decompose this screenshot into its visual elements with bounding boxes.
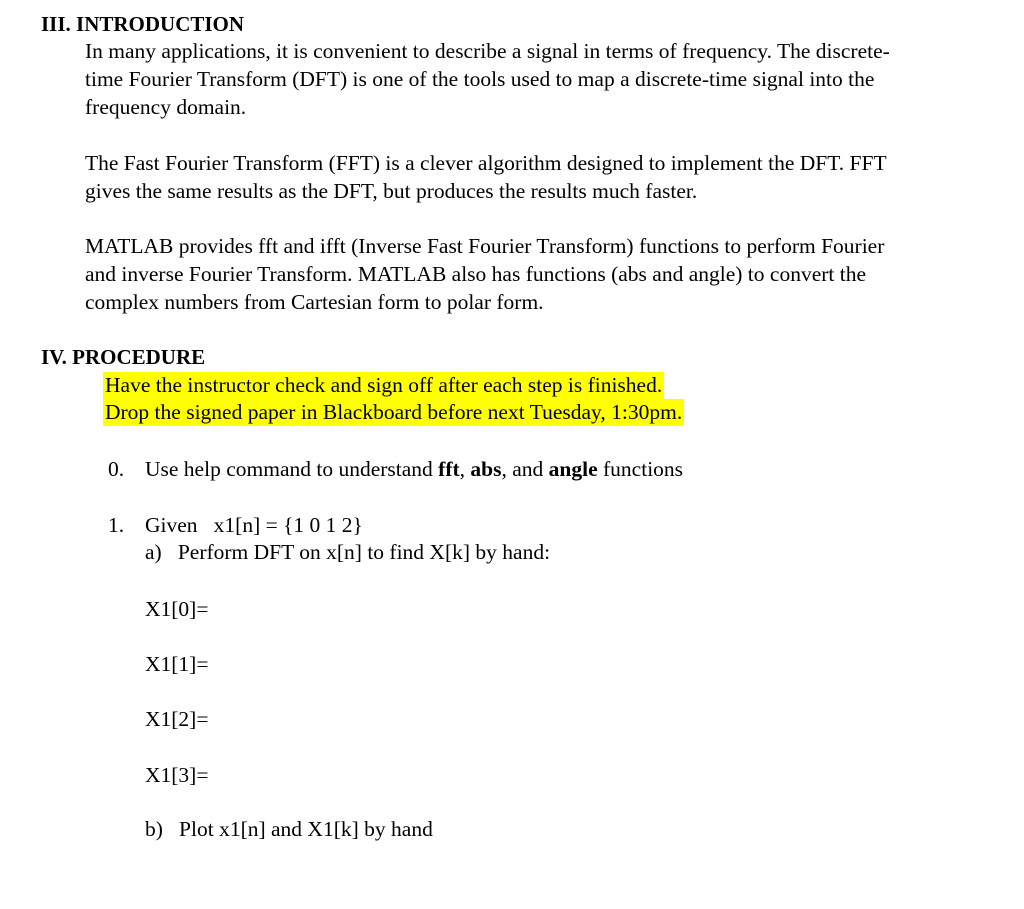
intro-p3-line-3: complex numbers from Cartesian form to polar form. — [85, 290, 544, 314]
step-1-given: Given x1[n] = {1 0 1 2} — [145, 513, 363, 537]
highlight-text-1: Have the instructor check and sign off after each step is finished. — [105, 373, 663, 397]
x1-2-label: X1[2]= — [145, 707, 209, 731]
x1-3-label: X1[3]= — [145, 763, 209, 787]
x1-0-label: X1[0]= — [145, 597, 209, 621]
step-0-sep-1: , — [459, 457, 471, 481]
step-0-text — [145, 455, 683, 483]
intro-p3-line-1: MATLAB provides fft and ifft (Inverse Fast Fourier Transform) functions to perform Fourier — [85, 234, 885, 258]
intro-p1-line-3: frequency domain. — [85, 95, 247, 119]
step-0-pre: Use help command to understand — [145, 457, 439, 481]
keyword-angle: angle — [548, 457, 598, 481]
highlight-text-2: Drop the signed paper in Blackboard before next Tuesday, 1:30pm. — [105, 400, 683, 424]
intro-paragraph-3 — [85, 232, 1005, 316]
intro-p1-line-1: In many applications, it is convenient to describe a signal in terms of frequency. The discrete- — [85, 39, 890, 63]
procedure-heading: IV. PROCEDURE — [41, 345, 206, 369]
intro-p3-line-2: and inverse Fourier Transform. MATLAB also has functions (abs and angle) to convert the — [85, 262, 867, 286]
intro-p2-line-2: gives the same results as the DFT, but produces the results much faster. — [85, 179, 698, 203]
keyword-fft: fft — [438, 457, 460, 481]
intro-p2-line-1: The Fast Fourier Transform (FFT) is a clever algorithm designed to implement the DFT. FFT — [85, 151, 887, 175]
step-0-sep-2: , and — [501, 457, 549, 481]
step-1b-text: b) Plot x1[n] and X1[k] by hand — [145, 817, 433, 841]
x1-1-label: X1[1]= — [145, 652, 209, 676]
highlight-note-1 — [103, 371, 664, 399]
intro-p1-line-2: time Fourier Transform (DFT) is one of the tools used to map a discrete-time signal into the — [85, 67, 875, 91]
step-0-number: 0. — [108, 457, 125, 481]
step-0-post: functions — [597, 457, 684, 481]
intro-heading: III. INTRODUCTION — [41, 12, 245, 36]
intro-paragraph-2 — [85, 149, 1005, 205]
keyword-abs: abs — [470, 457, 502, 481]
step-1-number: 1. — [108, 513, 125, 537]
intro-paragraph-1 — [85, 37, 1005, 121]
highlight-note-2 — [103, 398, 684, 426]
step-1a-text: a) Perform DFT on x[n] to find X[k] by hand: — [145, 540, 551, 564]
